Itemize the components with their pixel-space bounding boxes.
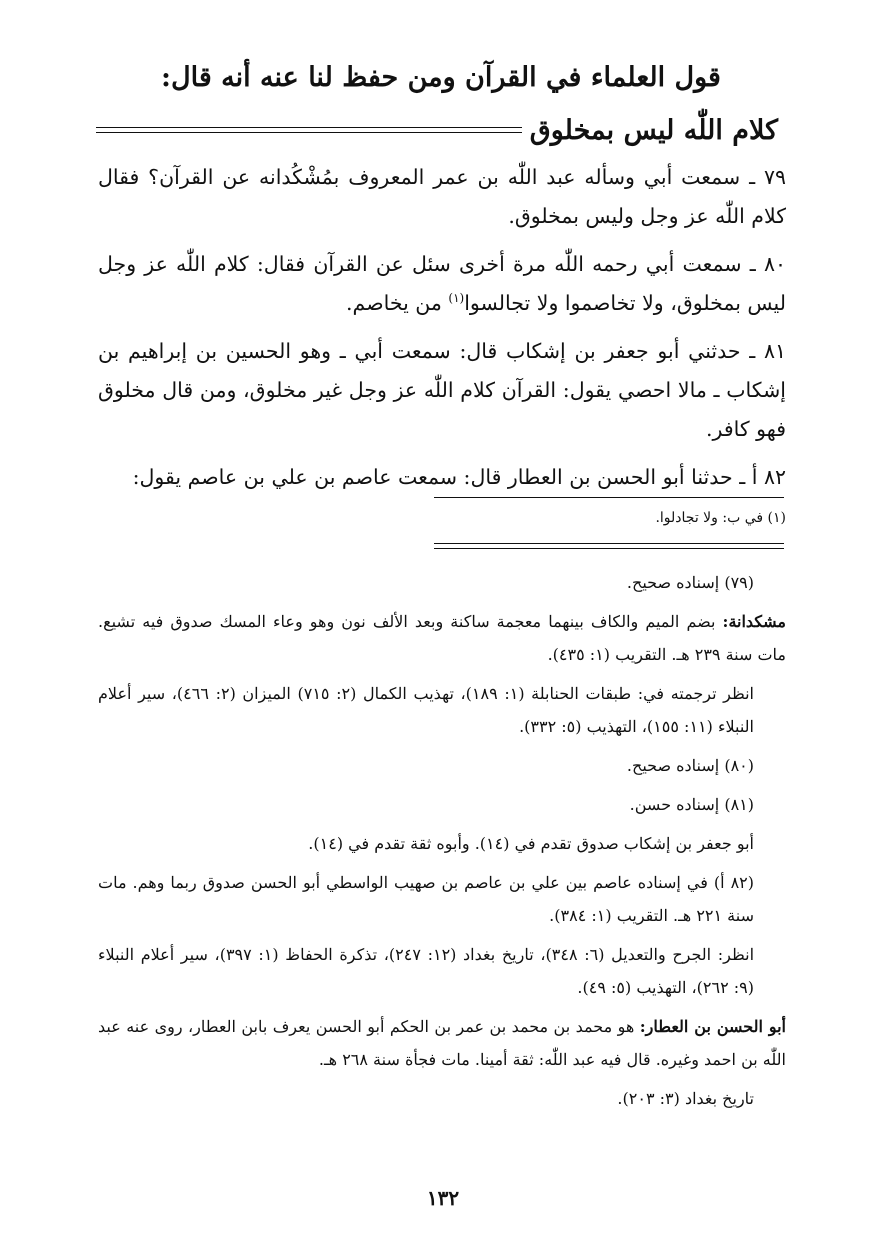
paragraph-81 [98,332,786,449]
footnote: (١) في ب: ولا تجادلوا. [655,510,786,526]
chapter-title: قول العلماء في القرآن ومن حفظ لنا عنه أنه قال: [161,62,721,93]
main-text [98,158,786,506]
note [98,788,786,821]
paragraph-text: من يخاصم. [346,291,449,315]
chapter-subtitle: كلام اللّٰه ليس بمخلوق [529,114,778,146]
note [98,1010,786,1076]
note-text: (٨٠) إسناده صحيح. [626,756,754,775]
note-text: أبو جعفر بن إشكاب صدوق تقدم في (١٤). وأبوه ثقة تقدم في (١٤). [308,834,754,853]
chapter-subtitle-row [96,108,786,152]
note-text: (٨٢ أ) في إسناده عاصم بين علي بن عاصم بن صهيب الواسطي أبو الحسن صدوق ربما وهم. مات سنة ٢٢١ هـ. التقريب (١: ٣٨٤). [98,873,754,925]
subtitle-rule [96,127,522,133]
note-lead: أبو الحسن بن العطار: [639,1017,787,1036]
note-lead: مشكدانة: [722,612,786,631]
note [98,827,786,860]
note [98,938,786,1004]
page-number: ١٣٢ [426,1186,460,1210]
paragraph-80 [98,245,786,323]
paragraph-number: ٨٢ أ [751,465,786,489]
note [98,749,786,782]
footnote-mark: (١) [448,291,465,306]
note-text: انظر ترجمته في: طبقات الحنابلة (١: ١٨٩)، تهذيب الكمال (٢: ٧١٥) الميزان (٢: ٤٦٦)، سير أعلام النبلاء (١١: ١٥٥)، التهذيب (٥: ٣٣٢). [98,684,754,736]
note-text: تاريخ بغداد (٣: ٢٠٣). [617,1089,754,1108]
paragraph-number: ٧٩ [763,165,786,189]
paragraph-text: ـ حدثني أبو جعفر بن إشكاب قال: سمعت أبي ـ وهو الحسين بن إبراهيم بن إشكاب ـ مالا احصي يقول: القرآن كلام اللّٰه عز وجل غير مخلوق، ومن قال مخلوق فهو كافر. [98,339,786,441]
note-text: بضم الميم والكاف بينهما معجمة ساكنة وبعد الألف نون وهو وعاء المسك صدوق فيه تشيع. مات سنة ٢٣٩ هـ. التقريب (١: ٤٣٥). [98,612,786,664]
note [98,605,786,671]
footnote-rule [434,497,784,498]
note [98,866,786,932]
notes-separator [434,543,784,549]
paragraph-79 [98,158,786,236]
note [98,677,786,743]
note-text: (٨١) إسناده حسن. [629,795,754,814]
paragraph-number: ٨١ [763,339,786,363]
paragraph-number: ٨٠ [763,252,786,276]
note-text: (٧٩) إسناده صحيح. [626,573,754,592]
notes-section [98,566,786,1121]
note-text: انظر: الجرح والتعديل (٦: ٣٤٨)، تاريخ بغداد (١٢: ٢٤٧)، تذكرة الحفاظ (١: ٣٩٧)، سير أعلام النبلاء (٩: ٢٦٢)، التهذيب (٥: ٤٩). [98,945,755,997]
note [98,1082,786,1115]
paragraph-82a [98,458,786,497]
note-text: هو محمد بن محمد بن عمر بن الحكم أبو الحسن يعرف بابن العطار، روى عنه عبد اللّٰه بن احمد وغيره. قال فيه عبد اللّٰه: ثقة أمينا. مات فجأة سنة ٢٦٨ هـ. [98,1017,786,1069]
paragraph-text: ـ سمعت أبي وسأله عبد اللّٰه بن عمر المعروف بمُشْكُدانه عن القرآن؟ فقال كلام اللّٰه عز وجل وليس بمخلوق. [98,165,786,228]
note [98,566,786,599]
paragraph-text: ـ حدثنا أبو الحسن بن العطار قال: سمعت عاصم بن علي بن عاصم يقول: [132,465,752,489]
paragraph-text: ـ سمعت أبي رحمه اللّٰه مرة أخرى سئل عن القرآن فقال: كلام اللّٰه عز وجل ليس بمخلوق، ولا تخاصموا ولا تجالسوا [98,252,786,315]
